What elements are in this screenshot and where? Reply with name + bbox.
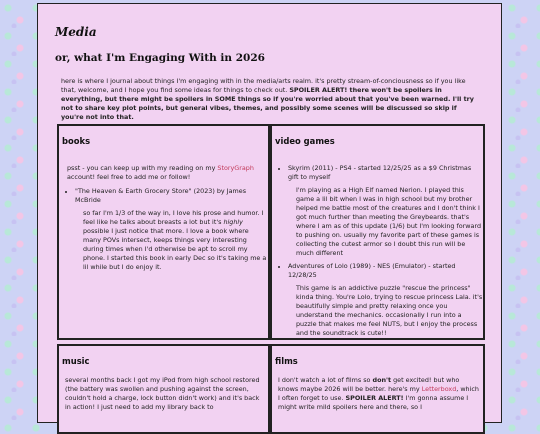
book-note: so far I'm 1/3 of the way in, I love his prose and humor. I feel like he talks about breasts a lot but it's highly possible I just notice that more. I love a book where many POVs intersect, keeps things very interesting during times when I'd otherwise be apt to scroll my phone. I started this book in early Dec so it's taking me a lil while but I do enjoy it.: [83, 209, 267, 271]
video-games-list-2: [272, 262, 483, 280]
books-list: [59, 187, 268, 205]
game-title: Skyrim (2011) - PS4 - started 12/25/25 as a $9 Christmas gift to myself: [288, 164, 472, 181]
books-section: [57, 124, 270, 340]
letterboxd-link[interactable]: Letterboxd: [421, 385, 457, 393]
video-games-list: [272, 164, 483, 182]
game-note: This game is an addictive puzzle "rescue the princess" kinda thing. You're Lolo, trying to rescue princess Lala. it's beautifully simple and pretty relaxing once you understand the mechanics. occasionally I run into a puzzle that makes me feel NUTS, but I enjoy the process and the soundtrack is cute!!: [296, 284, 483, 337]
films-section: [270, 344, 485, 434]
video-games-heading: video games: [275, 136, 335, 146]
page-subtitle: or, what I'm Engaging With in 2026: [55, 52, 265, 64]
page-title: Media: [55, 25, 97, 39]
music-heading: music: [62, 356, 90, 366]
book-title: "The Heaven & Earth Grocery Store" (2023) by James McBride: [75, 187, 247, 204]
films-text: I don't watch a lot of films so don't get excited! but who knows maybe 2026 will be better. here's my Letterboxd, which I often forget to use. SPOILER ALERT! I'm gonna assume I might write mild spoilers here and there, so I: [278, 376, 479, 411]
books-heading: books: [62, 136, 91, 146]
game-item: [288, 164, 483, 182]
video-games-section: [270, 124, 485, 340]
storygraph-link[interactable]: StoryGraph: [217, 164, 254, 172]
books-lead: psst - you can keep up with my reading on my StoryGraph account! feel free to add me or follow!: [67, 164, 254, 181]
game-note: I'm playing as a High Elf named Nerion. I played this game a lil bit when I was in high school but my brother helped me battle most of the creatures and I don't think I got much further than meeting the Greybeards. that's where I am as of this update (1/6) but I'm looking forward to pushing on. usually my favorite part of these games is collecting the cutest armor so I doubt this run will be much different: [296, 186, 482, 257]
music-section: [57, 344, 270, 434]
intro-text: here is where I journal about things I'm engaging with in the media/arts realm. it's pretty stream-of-conciousness so if you like that, welcome, and I hope you find some ideas for things to check out.: [61, 77, 466, 94]
spoiler-warning: SPOILER ALERT! there won't be spoilers in everything, but there might be spoilers in SOME things so if you're worried about that you've been warned. I'll try not to share key plot points, but general vibes, themes, and possibly some scenes will be discussed so skip if you're not into that.: [61, 86, 474, 121]
media-page: [37, 3, 502, 423]
book-item: [75, 187, 268, 205]
game-item: [288, 262, 483, 280]
music-text: several months back I got my iPod from high school restored (the battery was swollen and pushing against the screen, couldn't hold a charge, lock button didn't work) and it's back in action! I just need to add my library back to: [65, 376, 260, 411]
intro-paragraph: [61, 77, 479, 122]
game-title: Adventures of Lolo (1989) - NES (Emulator) - started 12/28/25: [288, 262, 456, 279]
films-heading: films: [275, 356, 298, 366]
